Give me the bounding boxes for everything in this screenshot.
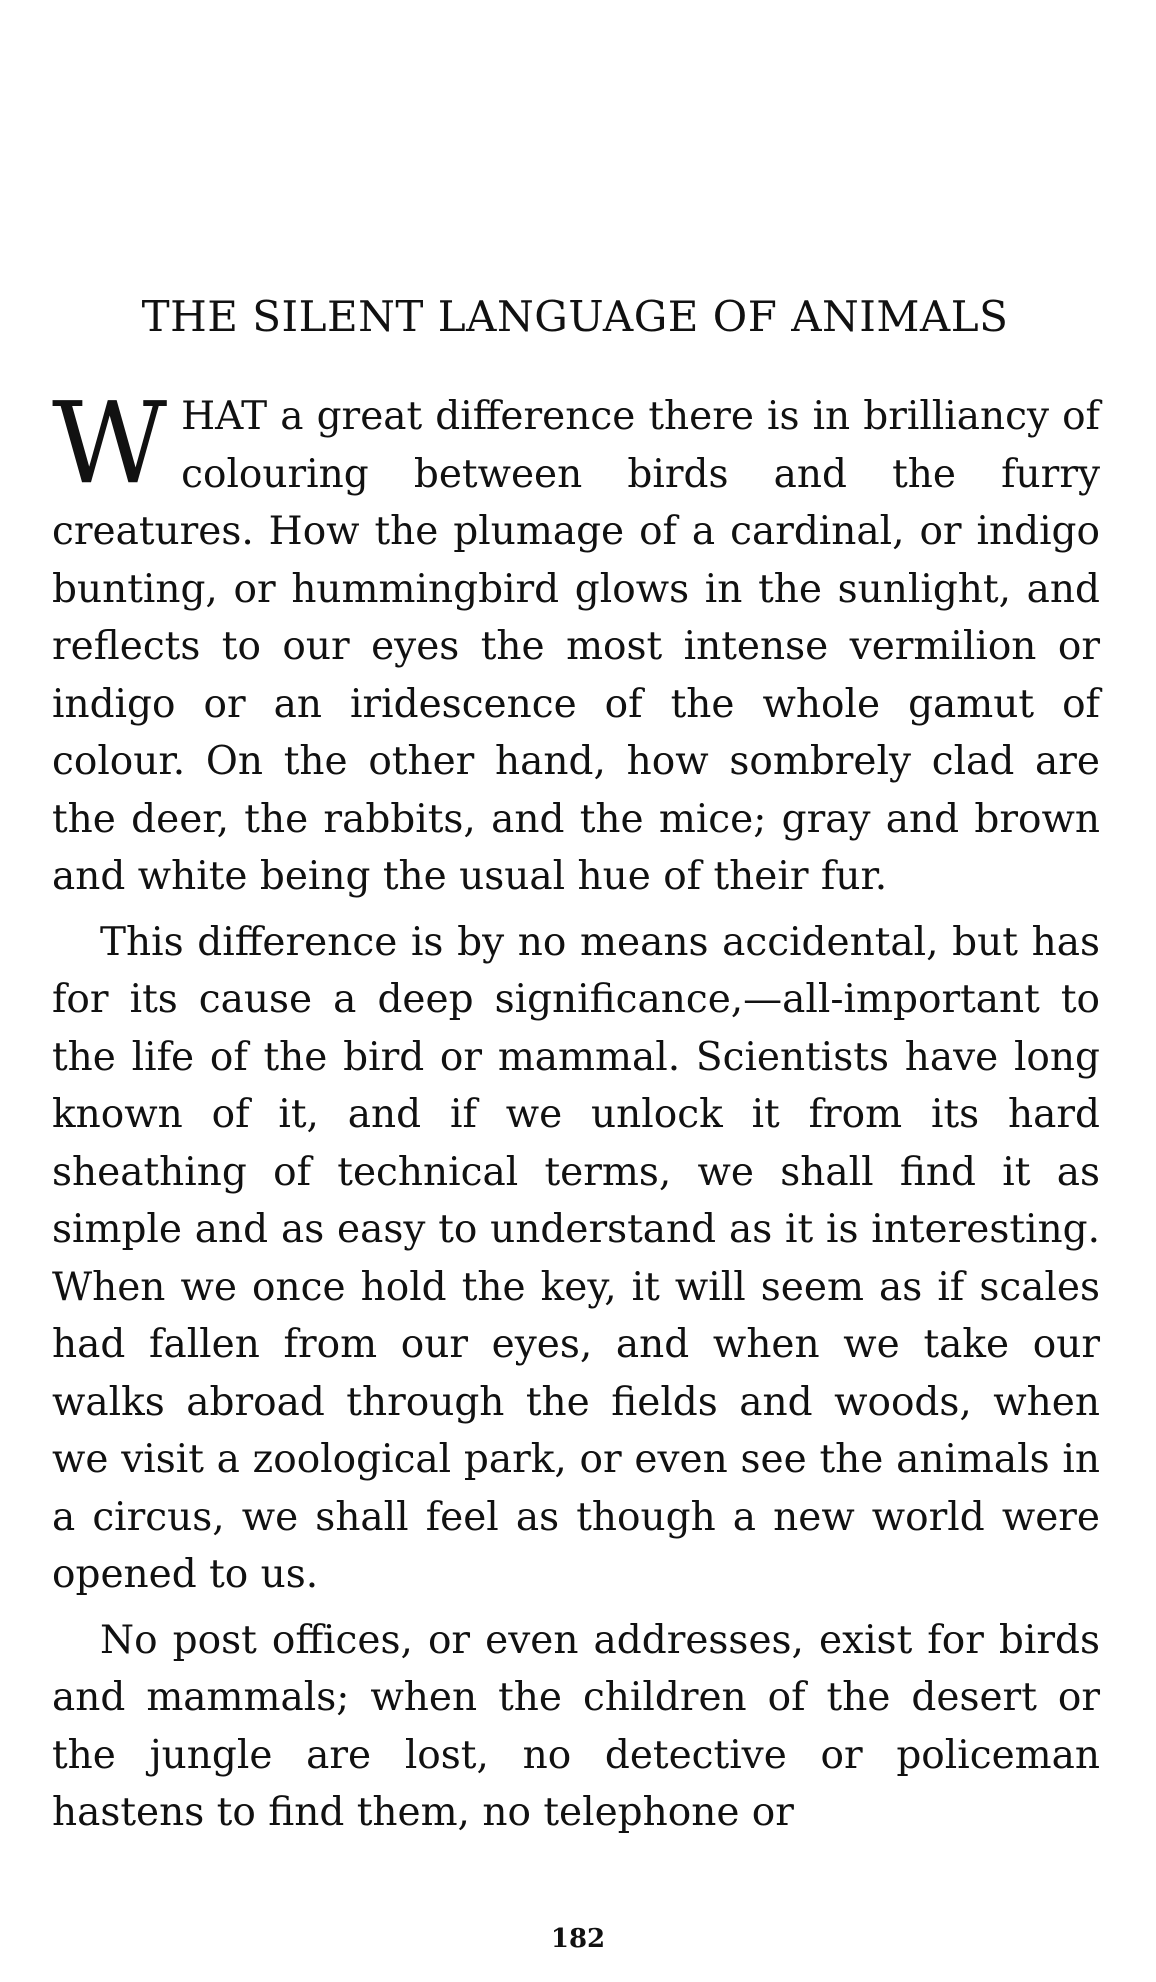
- drop-cap-letter: W: [52, 379, 168, 509]
- paragraph-2: This difference is by no means accidental, but has for its cause a deep significance,—all-important to the life of the bird or mammal. Scientists have long known of it, and if we unlock it from its hard sheathing of technical terms, we shall find it as simple and as easy to understand as it is interesting. When we once hold the key, it will seem as if scales had fallen from our eyes, and when we take our walks abroad through the fields and woods, when we visit a zoological park, or even see the animals in a circus, we shall feel as though a new world were opened to us.: [52, 919, 1100, 1597]
- paragraph-3: No post offices, or even addresses, exist for birds and mammals; when the children of the desert or the jungle are lost, no detective or policeman hastens to find them, no telephone or: [52, 1617, 1100, 1835]
- chapter-title: THE SILENT LANGUAGE OF ANIMALS: [141, 292, 1009, 341]
- paragraph-1-text: HAT a great difference there is in brilliancy of colouring between birds and the furry creatures. How the plumage of a cardinal, or indigo bunting, or hummingbird glows in the sunlight, and reflects to our eyes the most intense vermilion or indigo or an iridescence of the whole gamut of colour. On the other hand, how sombrely clad are the deer, the rabbits, and the mice; gray and brown and white being the usual hue of their fur.: [52, 394, 1100, 899]
- paragraph-1: [52, 379, 1100, 906]
- chapter-body: [52, 379, 1100, 1850]
- page-number: 182: [550, 1924, 606, 1954]
